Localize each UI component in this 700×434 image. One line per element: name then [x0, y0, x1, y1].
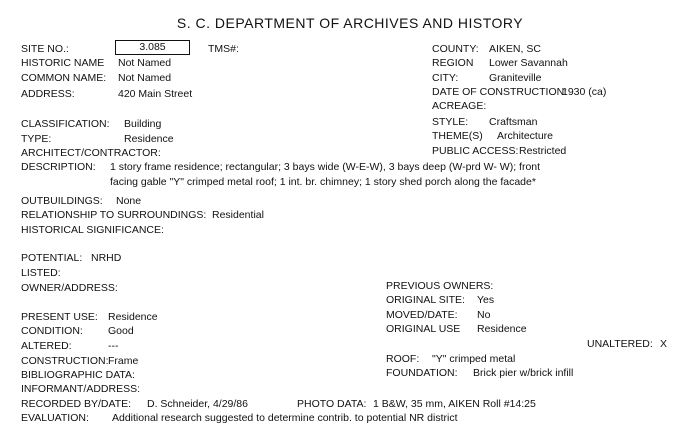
recorded-label: RECORDED BY/DATE: — [21, 398, 132, 410]
potential-label: POTENTIAL: — [21, 252, 83, 264]
foundation-label: FOUNDATION: — [386, 367, 458, 379]
historic-name-label: HISTORIC NAME — [21, 57, 105, 69]
region-label: REGION — [432, 57, 474, 69]
type-label: TYPE: — [21, 133, 52, 145]
themes-value: Architecture — [497, 130, 554, 142]
historical-significance-label: HISTORICAL SIGNIFICANCE: — [21, 224, 164, 236]
page-title: S. C. DEPARTMENT OF ARCHIVES AND HISTORY — [176, 15, 524, 31]
altered-value: --- — [108, 340, 119, 352]
region-value: Lower Savannah — [489, 57, 568, 69]
unaltered-label: UNALTERED: — [587, 338, 653, 350]
classification-value: Building — [124, 118, 162, 130]
city-label: CITY: — [432, 72, 459, 84]
public-access-label: PUBLIC ACCESS: — [432, 145, 519, 157]
informant-label: INFORMANT/ADDRESS: — [21, 383, 141, 395]
type-value: Residence — [124, 133, 174, 145]
original-site-value: Yes — [477, 294, 495, 306]
evaluation-label: EVALUATION: — [21, 412, 89, 424]
condition-value: Good — [108, 325, 134, 337]
altered-label: ALTERED: — [21, 340, 72, 352]
listed-label: LISTED: — [21, 267, 61, 279]
relationship-value: Residential — [212, 209, 264, 221]
site-no-label: SITE NO.: — [21, 43, 69, 55]
style-label: STYLE: — [432, 116, 469, 128]
tms-label: TMS#: — [208, 43, 239, 55]
photo-label: PHOTO DATA: — [297, 398, 367, 410]
roof-label: ROOF: — [386, 353, 420, 365]
photo-value: 1 B&W, 35 mm, AIKEN Roll #14:25 — [373, 398, 536, 410]
historic-name-value: Not Named — [118, 57, 172, 69]
common-name-value: Not Named — [118, 72, 172, 84]
construction-value: Frame — [108, 355, 139, 367]
architect-label: ARCHITECT/CONTRACTOR: — [21, 147, 161, 159]
original-use-value: Residence — [477, 323, 527, 335]
unaltered-value: X — [660, 338, 668, 350]
condition-label: CONDITION: — [21, 325, 83, 337]
acreage-label: ACREAGE: — [432, 100, 487, 112]
classification-label: CLASSIFICATION: — [21, 118, 110, 130]
evaluation-value: Additional research suggested to determine contrib. to potential NR district — [112, 412, 458, 424]
moved-date-label: MOVED/DATE: — [386, 309, 458, 321]
owner-address-label: OWNER/ADDRESS: — [21, 282, 118, 294]
moved-date-value: No — [477, 309, 491, 321]
city-value: Graniteville — [489, 72, 542, 84]
outbuildings-label: OUTBUILDINGS: — [21, 195, 103, 207]
description-label: DESCRIPTION: — [21, 161, 96, 173]
relationship-label: RELATIONSHIP TO SURROUNDINGS: — [21, 209, 207, 221]
previous-owners-label: PREVIOUS OWNERS: — [386, 280, 494, 292]
site-no-value: 3.085 — [115, 40, 190, 55]
outbuildings-value: None — [116, 195, 142, 207]
county-label: COUNTY: — [432, 43, 479, 55]
themes-label: THEME(S) — [432, 130, 483, 142]
potential-value: NRHD — [91, 252, 122, 264]
public-access-value: Restricted — [519, 145, 567, 157]
date-construction-label: DATE OF CONSTRUCTION: — [432, 86, 568, 98]
recorded-value: D. Schneider, 4/29/86 — [147, 398, 248, 410]
address-label: ADDRESS: — [21, 88, 75, 100]
bibliographic-label: BIBLIOGRAPHIC DATA: — [21, 369, 135, 381]
description-line-2: facing gable "Y" crimped metal roof; 1 int. br. chimney; 1 story shed porch along the facade* — [110, 176, 536, 188]
present-use-label: PRESENT USE: — [21, 311, 98, 323]
common-name-label: COMMON NAME: — [21, 72, 107, 84]
address-value: 420 Main Street — [118, 88, 193, 100]
date-construction-value: 1930 (ca) — [562, 86, 607, 98]
description-line-1: 1 story frame residence; rectangular; 3 bays wide (W-E-W), 3 bays deep (W-prd W- W); front — [110, 161, 541, 173]
county-value: AIKEN, SC — [489, 43, 541, 55]
roof-value: "Y" crimped metal — [432, 353, 516, 365]
construction-label: CONSTRUCTION: — [21, 355, 109, 367]
present-use-value: Residence — [108, 311, 158, 323]
original-use-label: ORIGINAL USE — [386, 323, 461, 335]
style-value: Craftsman — [489, 116, 538, 128]
original-site-label: ORIGINAL SITE: — [386, 294, 465, 306]
foundation-value: Brick pier w/brick infill — [473, 367, 574, 379]
